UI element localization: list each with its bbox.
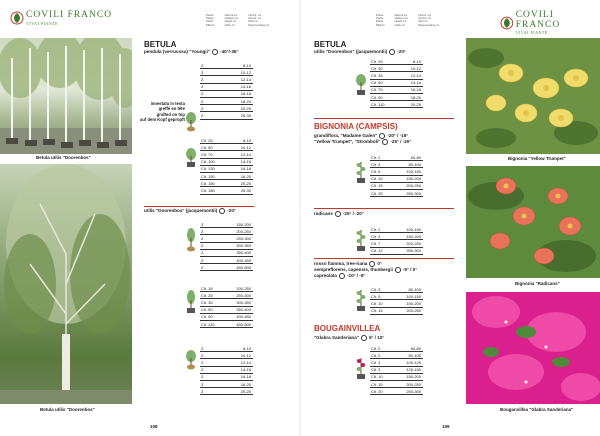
table-row: [370, 293, 423, 300]
variety-line: utilis "Doorenbos" (jacquemontii) -20°: [144, 208, 236, 214]
variety-line: grandiflora, "Madame Galen" -20° / -15°: [314, 133, 409, 139]
table-row: [370, 65, 423, 72]
size-cell: 400-450: [236, 257, 251, 263]
size-cell: 250-300: [236, 292, 251, 298]
section-title: BETULA: [314, 40, 347, 49]
container-cell: Clt. 50: [371, 80, 383, 86]
container-cell: Clt. 110: [201, 321, 215, 327]
size-cell: 20-25: [240, 180, 251, 186]
size-cell: 8-10: [242, 62, 251, 68]
table-row: [200, 264, 253, 271]
section-title: BOUGAINVILLEA: [314, 324, 381, 333]
size-cell: 12-14: [410, 72, 421, 78]
variety-line: utilis "Doorenbos" (jacquemontii) -20°: [314, 49, 406, 55]
table-row: [370, 240, 423, 247]
variety-line: radicans -25° / -20°: [314, 211, 364, 217]
container-cell: Clt. 180: [201, 187, 215, 193]
table-row: [370, 190, 423, 197]
table-row: [200, 367, 253, 374]
photo-caption: Bouganvillea "Glabra Sanderiana": [500, 407, 574, 412]
size-cell: 16-18: [240, 374, 251, 380]
size-cell: 100-150: [406, 293, 421, 299]
rootball-tree-icon: [184, 350, 198, 370]
container-cell: Clt. 70: [201, 151, 213, 157]
leaf-logo-icon: [500, 16, 514, 30]
size-cell: 16-18: [240, 91, 251, 97]
table-row: [370, 87, 423, 94]
size-table: [370, 345, 423, 395]
container-cell: Z: [201, 381, 204, 387]
size-cell: 20-25: [410, 101, 421, 107]
container-cell: Z: [201, 91, 204, 97]
table-row: [200, 307, 253, 314]
size-cell: 150-200: [406, 374, 421, 380]
potted-tree-icon: [184, 290, 198, 314]
table-row: [200, 105, 253, 112]
container-cell: Z: [201, 62, 204, 68]
container-cell: Clt. 100: [201, 159, 215, 165]
photo-caption: Bignonia "Yellow Trumpet": [508, 156, 566, 161]
size-cell: 200-250: [236, 228, 251, 234]
page-number: 109: [442, 424, 450, 429]
climber-icon: [354, 288, 368, 312]
grafted-note: innestata in testa greffé en tête grafted on top auf dem Kopf gepropft: [140, 101, 185, 123]
container-cell: Clt. 2: [371, 352, 381, 358]
table-row: [200, 144, 253, 151]
table-row: [200, 76, 253, 83]
legend: Pianta Plante Plants Pflanze Altezza cm Hauteur cm Height cm Höhe cm Circonf. cm Circonf. cm Girth cm Stammumfang cm: [206, 14, 270, 27]
table-row: [200, 91, 253, 98]
yellow-trumpet-photo: [466, 38, 600, 154]
table-row: [370, 183, 423, 190]
container-cell: Z: [201, 374, 204, 380]
container-cell: Clt. 3: [371, 367, 381, 373]
size-table: [200, 137, 253, 195]
container-cell: Clt. 3: [371, 359, 381, 365]
container-cell: Z: [201, 84, 204, 90]
size-cell: 80-100: [408, 352, 421, 358]
table-row: [370, 359, 423, 366]
table-row: [370, 80, 423, 87]
table-row: [370, 94, 423, 101]
size-cell: 250-300: [406, 248, 421, 254]
size-cell: 14-16: [240, 84, 251, 90]
size-cell: 350-400: [236, 250, 251, 256]
container-cell: Z: [201, 76, 204, 82]
brand-logo: COVILI FRANCO VIVAI PIANTE: [500, 11, 600, 35]
table-row: [200, 381, 253, 388]
container-cell: Z: [201, 264, 204, 270]
table-row: [370, 286, 423, 293]
container-cell: Clt. 50: [201, 144, 213, 150]
size-cell: 150-200: [406, 233, 421, 239]
table-row: [200, 374, 253, 381]
container-cell: Z: [201, 345, 204, 351]
size-cell: 16-18: [240, 166, 251, 172]
container-cell: Clt. 3: [371, 286, 381, 292]
container-cell: Clt. 15: [371, 381, 383, 387]
size-cell: 450-500: [236, 264, 251, 270]
size-cell: 200-250: [406, 240, 421, 246]
table-row: [200, 69, 253, 76]
climber-icon: [354, 160, 368, 184]
size-cell: 8-10: [242, 345, 251, 351]
size-cell: 14-16: [240, 159, 251, 165]
radicans-photo: [466, 166, 600, 278]
container-cell: Clt. 150: [201, 180, 215, 186]
legend: Pianta Plante Plants Pflanze Altezza cm Hauteur cm Height cm Höhe cm Circonf. cm Circonf. cm Girth cm Stammumfang cm: [376, 14, 440, 27]
size-cell: 14-16: [240, 367, 251, 373]
container-cell: Clt. 25: [201, 137, 213, 143]
photo-caption: Betula utilis "Doorenbos": [40, 407, 95, 412]
container-cell: Clt. 90: [201, 314, 213, 320]
size-table: [200, 285, 253, 328]
table-row: [200, 221, 253, 228]
page-number: 108: [150, 424, 158, 429]
size-cell: 250-300: [406, 388, 421, 394]
container-cell: Z: [201, 112, 204, 118]
size-cell: 150-200: [236, 221, 251, 227]
size-cell: 125-150: [406, 367, 421, 373]
container-cell: Clt. 70: [371, 87, 383, 93]
potted-tree-icon: [184, 148, 198, 168]
container-cell: Clt. 5: [371, 168, 381, 174]
table-row: [370, 154, 423, 161]
container-cell: Clt. 130: [201, 166, 215, 172]
divider: [314, 118, 454, 119]
size-table: [370, 58, 423, 108]
table-row: [200, 62, 253, 69]
size-cell: 18-20: [410, 94, 421, 100]
table-row: [200, 137, 253, 144]
container-cell: Z: [201, 367, 204, 373]
container-cell: Z: [201, 105, 204, 111]
rootball-tree-icon: [184, 228, 198, 252]
container-cell: Z: [201, 235, 204, 241]
size-cell: 200-250: [236, 285, 251, 291]
table-row: [200, 243, 253, 250]
size-cell: 100-125: [406, 359, 421, 365]
size-cell: 100-150: [406, 226, 421, 232]
container-cell: Clt. 150: [201, 173, 215, 179]
container-cell: Z: [201, 221, 204, 227]
size-table: [200, 345, 253, 395]
potted-tree-icon: [354, 74, 368, 96]
table-row: [200, 228, 253, 235]
size-cell: 80-100: [408, 286, 421, 292]
size-cell: 250-300: [236, 235, 251, 241]
size-table: [200, 62, 253, 120]
size-cell: 18-20: [240, 381, 251, 387]
container-cell: Z: [201, 98, 204, 104]
container-cell: Z: [201, 352, 204, 358]
variety-line: capreolata -10° / -5°: [314, 273, 366, 279]
size-cell: 12-14: [240, 76, 251, 82]
photo-caption: Bignonia "Radicans": [515, 281, 560, 286]
size-cell: 200-250: [406, 183, 421, 189]
container-cell: Z: [201, 359, 204, 365]
table-row: [200, 84, 253, 91]
table-row: [200, 112, 253, 119]
table-row: [370, 300, 423, 307]
table-row: [370, 374, 423, 381]
size-cell: 10-12: [410, 65, 421, 71]
size-cell: 12-14: [240, 151, 251, 157]
variety-line: pendula (verrucosa) "Youngii" -40°/-35°: [144, 49, 239, 55]
size-cell: 350-400: [236, 307, 251, 313]
size-cell: 300-350: [236, 299, 251, 305]
container-cell: Clt. 2: [371, 226, 381, 232]
table-row: [370, 233, 423, 240]
table-row: [200, 180, 253, 187]
variety-line: rosso fiamma, tree-riana 0°: [314, 261, 382, 267]
size-cell: 8-10: [242, 137, 251, 143]
photo-caption: Betula utilis "Doorenbos": [36, 155, 91, 160]
container-cell: Z: [201, 243, 204, 249]
table-row: [200, 388, 253, 395]
section-title: BIGNONIA (CAMPSIS): [314, 122, 398, 131]
container-cell: Z: [201, 69, 204, 75]
container-cell: Clt. 25: [371, 58, 383, 64]
divider: [144, 206, 254, 207]
table-row: [370, 168, 423, 175]
container-cell: Clt. 20: [371, 388, 383, 394]
container-cell: Z: [201, 257, 204, 263]
size-cell: 60-80: [410, 154, 421, 160]
container-cell: Clt. 50: [201, 307, 213, 313]
size-cell: 8-10: [412, 58, 421, 64]
container-cell: Clt. 25: [201, 292, 213, 298]
variety-line: sempreflorens, capensis, thunbergii -5° / 0°: [314, 267, 418, 273]
container-cell: Clt. 2: [371, 154, 381, 160]
container-cell: Clt. 10: [371, 176, 383, 182]
table-row: [200, 257, 253, 264]
container-cell: Clt. 18: [201, 285, 213, 291]
size-cell: 20-25: [240, 388, 251, 394]
size-cell: 20-25: [240, 105, 251, 111]
table-row: [200, 292, 253, 299]
size-cell: 400-450: [236, 314, 251, 320]
climber-icon: [354, 356, 368, 380]
size-cell: 150-200: [406, 300, 421, 306]
table-row: [370, 161, 423, 168]
size-cell: 14-16: [410, 80, 421, 86]
size-cell: 10-12: [240, 69, 251, 75]
container-cell: Clt. 15: [371, 308, 383, 314]
size-cell: 18-20: [240, 98, 251, 104]
container-cell: Clt. 15: [371, 183, 383, 189]
betula-photo-bottom: [0, 164, 132, 404]
container-cell: Z: [201, 228, 204, 234]
size-cell: 16-18: [410, 87, 421, 93]
container-cell: Clt. 35: [371, 72, 383, 78]
bougainvillea-photo: [466, 292, 600, 404]
right-page: [300, 0, 600, 436]
table-row: [200, 299, 253, 306]
table-row: [370, 352, 423, 359]
size-cell: 25-30: [240, 187, 251, 193]
table-row: [200, 173, 253, 180]
table-row: [200, 285, 253, 292]
size-table: [200, 221, 253, 271]
table-row: [200, 250, 253, 257]
rootball-tree-icon: [184, 112, 198, 132]
table-row: [370, 248, 423, 255]
table-row: [200, 151, 253, 158]
size-cell: 12-14: [240, 359, 251, 365]
size-cell: 10-12: [240, 144, 251, 150]
table-row: [370, 345, 423, 352]
size-cell: 450-500: [236, 321, 251, 327]
table-row: [370, 176, 423, 183]
brand-logo: COVILI FRANCO VIVAI PIANTE: [10, 11, 112, 26]
container-cell: Clt. 25: [371, 190, 383, 196]
size-cell: 80-100: [408, 161, 421, 167]
table-row: [200, 314, 253, 321]
size-cell: 60-80: [410, 345, 421, 351]
container-cell: Clt. 12: [371, 248, 383, 254]
table-row: [370, 226, 423, 233]
table-row: [200, 166, 253, 173]
table-row: [200, 352, 253, 359]
table-row: [200, 359, 253, 366]
size-cell: 200-250: [406, 308, 421, 314]
table-row: [370, 308, 423, 315]
container-cell: Clt. 3: [371, 233, 381, 239]
container-cell: Clt. 2: [371, 345, 381, 351]
container-cell: Z: [201, 388, 204, 394]
climber-icon: [354, 228, 368, 252]
container-cell: Clt. 90: [371, 94, 383, 100]
table-row: [370, 388, 423, 395]
size-cell: 10-12: [240, 352, 251, 358]
table-row: [370, 58, 423, 65]
size-cell: 25-30: [240, 112, 251, 118]
table-row: [370, 72, 423, 79]
size-table: [370, 154, 423, 197]
size-table: [370, 226, 423, 255]
table-row: [200, 159, 253, 166]
table-row: [200, 235, 253, 242]
container-cell: Clt. 7: [371, 240, 381, 246]
container-cell: Clt. 110: [371, 101, 385, 107]
container-cell: Clt. 30: [371, 65, 383, 71]
betula-photo-top: [0, 38, 132, 154]
container-cell: Clt. 5: [371, 293, 381, 299]
size-cell: 100-150: [406, 168, 421, 174]
size-table: [370, 286, 423, 315]
container-cell: Z: [201, 250, 204, 256]
table-row: [200, 345, 253, 352]
divider: [314, 258, 454, 259]
container-cell: Clt. 10: [371, 374, 383, 380]
divider: [314, 208, 454, 209]
table-row: [370, 367, 423, 374]
variety-line: "Glabra Sanderiana" 5° / 10°: [314, 335, 385, 341]
table-row: [200, 321, 253, 328]
size-cell: 200-250: [406, 381, 421, 387]
size-cell: 150-200: [406, 176, 421, 182]
size-cell: 250-300: [406, 190, 421, 196]
table-row: [370, 101, 423, 108]
container-cell: Clt. 3: [371, 161, 381, 167]
size-cell: 18-20: [240, 173, 251, 179]
container-cell: Clt. 35: [201, 299, 213, 305]
size-cell: 300-350: [236, 243, 251, 249]
container-cell: Clt. 10: [371, 300, 383, 306]
table-row: [200, 187, 253, 194]
section-title: BETULA: [144, 40, 177, 49]
leaf-logo-icon: [10, 11, 24, 25]
variety-line: "Yellow Trumpet", "Stromboli" -25° / -20°: [314, 139, 412, 145]
table-row: [370, 381, 423, 388]
table-row: [200, 98, 253, 105]
